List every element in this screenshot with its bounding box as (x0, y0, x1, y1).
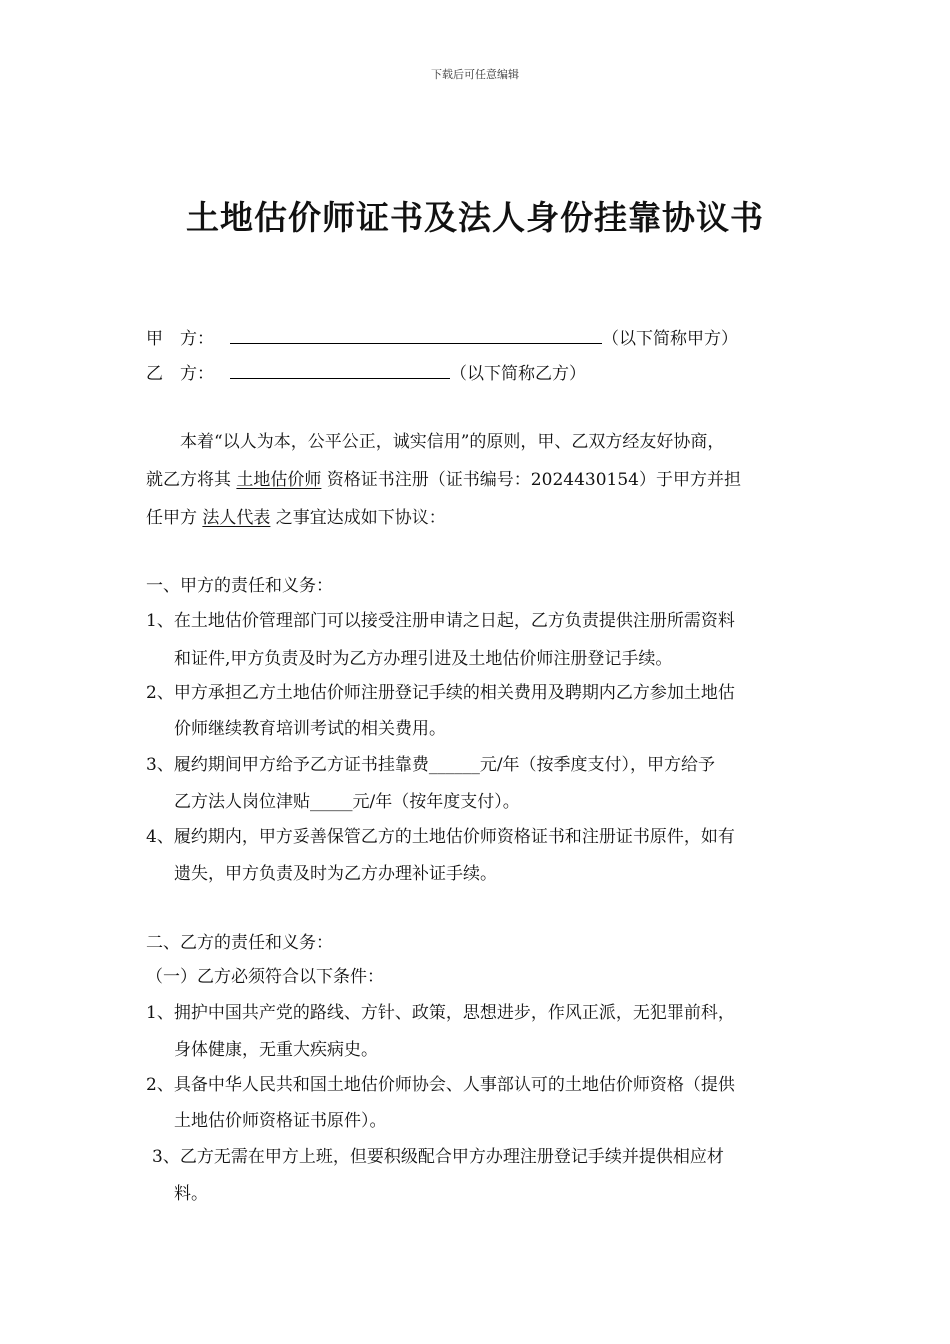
intro-line-2-start: 就乙方将其 (146, 470, 237, 490)
section-1-item-3-line-1: 3、履约期间甲方给予乙方证书挂靠费______元/年（按季度支付），甲方给予 (146, 755, 716, 775)
intro-line-3-end: 之事宜达成如下协议： (270, 508, 446, 528)
intro-line-3-start: 任甲方 (146, 508, 203, 528)
intro-line-3 (146, 508, 446, 528)
document-title: 土地估价师证书及法人身份挂靠协议书 (186, 198, 764, 237)
section-2-item-2-line-2: 土地估价师资格证书原件）。 (174, 1111, 387, 1131)
section-2-subheading-1: （一）乙方必须符合以下条件： (146, 967, 384, 987)
party-b-label: 乙 方： (146, 364, 214, 384)
party-b-blank[interactable] (230, 364, 450, 379)
section-2-item-2-line-1: 2、具备中华人民共和国土地估价师协会、人事部认可的土地估价师资格（提供 (146, 1075, 735, 1095)
section-1-item-4-line-2: 遗失，甲方负责及时为乙方办理补证手续。 (174, 864, 497, 884)
section-1-item-3-line-2: 乙方法人岗位津贴_____元/年（按年度支付）。 (174, 792, 520, 812)
intro-line-2 (146, 470, 741, 490)
position-name: 法人代表 (202, 508, 271, 528)
intro-line-2-end: 资格证书注册（证书编号：2024430154）于甲方并担 (321, 470, 741, 490)
section-1-item-4-line-1: 4、履约期内，甲方妥善保管乙方的土地估价师资格证书和注册证书原件，如有 (146, 827, 735, 847)
section-1-item-1-line-1: 1、在土地估价管理部门可以接受注册申请之日起，乙方负责提供注册所需资料 (146, 611, 735, 631)
section-2-item-3-line-2: 料。 (174, 1184, 208, 1204)
header-note: 下载后可任意编辑 (431, 68, 519, 81)
party-b-suffix: （以下简称乙方） (450, 364, 586, 384)
section-2-item-3-line-1: 3、乙方无需在甲方上班，但要积级配合甲方办理注册登记手续并提供相应材 (152, 1147, 724, 1167)
section-1-item-2-line-1: 2、甲方承担乙方土地估价师注册登记手续的相关费用及聘期内乙方参加土地估 (146, 683, 735, 703)
section-2-heading: 二、乙方的责任和义务： (146, 933, 333, 953)
section-2-item-1-line-2: 身体健康，无重大疾病史。 (174, 1040, 378, 1060)
party-a-blank[interactable] (230, 329, 602, 344)
section-1-item-2-line-2: 价师继续教育培训考试的相关费用。 (174, 719, 446, 739)
party-a-suffix: （以下简称甲方） (602, 329, 738, 349)
section-1-heading: 一、甲方的责任和义务： (146, 576, 333, 596)
qualification-name: 土地估价师 (236, 470, 322, 490)
intro-line-1: 本着“以人为本，公平公正，诚实信用”的原则，甲、乙双方经友好协商， (180, 432, 725, 452)
section-1-item-1-line-2: 和证件,甲方负责及时为乙方办理引进及土地估价师注册登记手续。 (174, 649, 673, 669)
section-2-item-1-line-1: 1、拥护中国共产党的路线、方针、政策，思想进步，作风正派，无犯罪前科， (146, 1003, 735, 1023)
party-a-line (146, 329, 738, 349)
party-b-line (146, 364, 586, 384)
party-a-label: 甲 方： (146, 329, 214, 349)
